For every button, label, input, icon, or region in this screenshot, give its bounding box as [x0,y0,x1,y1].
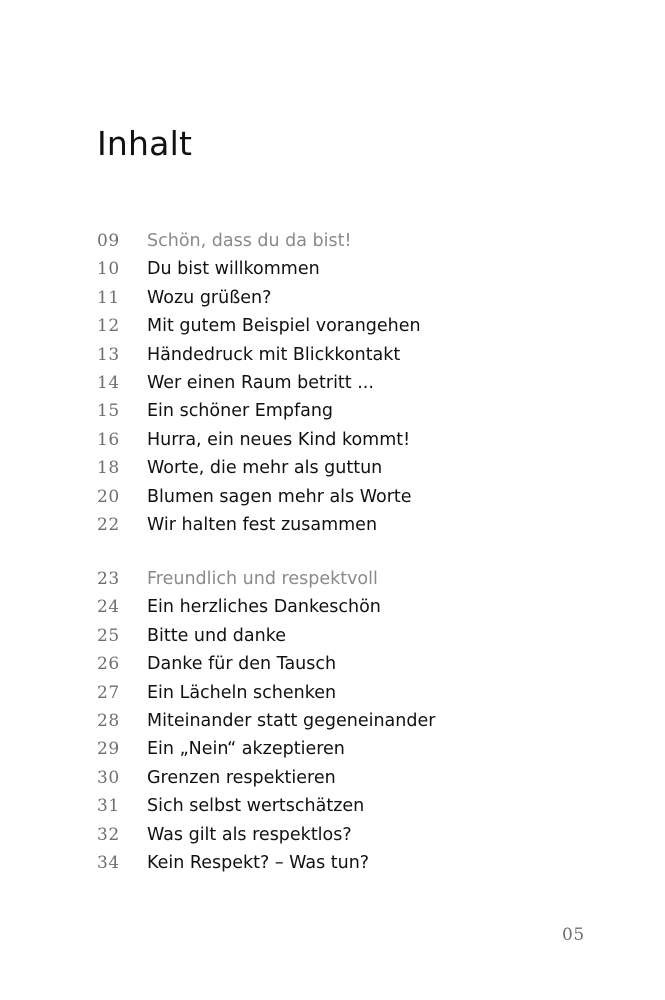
toc-entry [97,312,577,340]
entry-label: Danke für den Tausch [147,654,337,675]
entry-label: Ein „Nein“ akzeptieren [147,739,345,760]
toc-entry [97,650,577,678]
page-number: 27 [97,682,120,703]
entry-label: Was gilt als respektlos? [147,824,352,845]
toc-entry [97,679,577,707]
entry-label: Sich selbst wertschätzen [147,796,365,817]
entry-label: Blumen sagen mehr als Worte [147,486,412,507]
page-number: 28 [97,710,120,731]
page-number: 16 [97,429,120,450]
toc-entry [97,511,577,539]
entry-label: Bitte und danke [147,625,286,646]
page-number: 13 [97,344,120,365]
entry-label: Ein Lächeln schenken [147,682,337,703]
page-number: 26 [97,654,120,675]
page-number: 11 [97,287,120,308]
page-number: 22 [97,514,120,535]
toc-entry [97,707,577,735]
page-number: 14 [97,372,120,393]
toc-section-heading [97,227,577,255]
entry-label: Miteinander statt gegeneinander [147,710,436,731]
page-number: 30 [97,767,120,788]
toc-entry [97,369,577,397]
toc-entry [97,284,577,312]
entry-label: Ein herzliches Dankeschön [147,597,381,618]
entry-label: Du bist willkommen [147,259,320,280]
toc-entry [97,483,577,511]
entry-label: Grenzen respektieren [147,767,336,788]
toc-entry [97,849,577,877]
entry-label: Worte, die mehr als guttun [147,458,383,479]
page-number: 34 [97,852,120,873]
page-number: 29 [97,739,120,760]
page-number: 24 [97,597,120,618]
page-number: 15 [97,401,120,422]
page-number: 23 [97,569,120,589]
entry-label: Wer einen Raum betritt ... [147,372,374,393]
entry-label: Kein Respekt? – Was tun? [147,852,370,873]
toc-entry [97,792,577,820]
toc-section-heading [97,565,577,593]
toc-entry [97,821,577,849]
page-number: 31 [97,796,120,817]
entry-label: Händedruck mit Blickkontakt [147,344,401,365]
toc-entry [97,397,577,425]
page-folio: 05 [562,925,585,945]
page-number: 32 [97,824,120,845]
page-title: Inhalt [97,124,193,163]
entry-label: Wozu grüßen? [147,287,272,308]
entry-label: Hurra, ein neues Kind kommt! [147,429,411,450]
entry-label: Wir halten fest zusammen [147,514,378,535]
page-number: 10 [97,259,120,280]
page-number: 18 [97,458,120,479]
toc-entry [97,593,577,621]
toc-entry [97,622,577,650]
page-number: 09 [97,231,120,251]
entry-label: Ein schöner Empfang [147,401,334,422]
toc-entry [97,735,577,763]
page-number: 20 [97,486,120,507]
section-heading-label: Schön, dass du da bist! [147,231,352,251]
toc-entry [97,454,577,482]
entry-label: Mit gutem Beispiel vorangehen [147,316,421,337]
section-heading-label: Freundlich und respektvoll [147,569,378,589]
toc-entry [97,341,577,369]
page-number: 12 [97,316,120,337]
toc-entry [97,764,577,792]
toc-section-2 [97,565,577,877]
toc-entry [97,426,577,454]
toc-entry [97,255,577,283]
page-number: 25 [97,625,120,646]
toc-section-1 [97,227,577,539]
